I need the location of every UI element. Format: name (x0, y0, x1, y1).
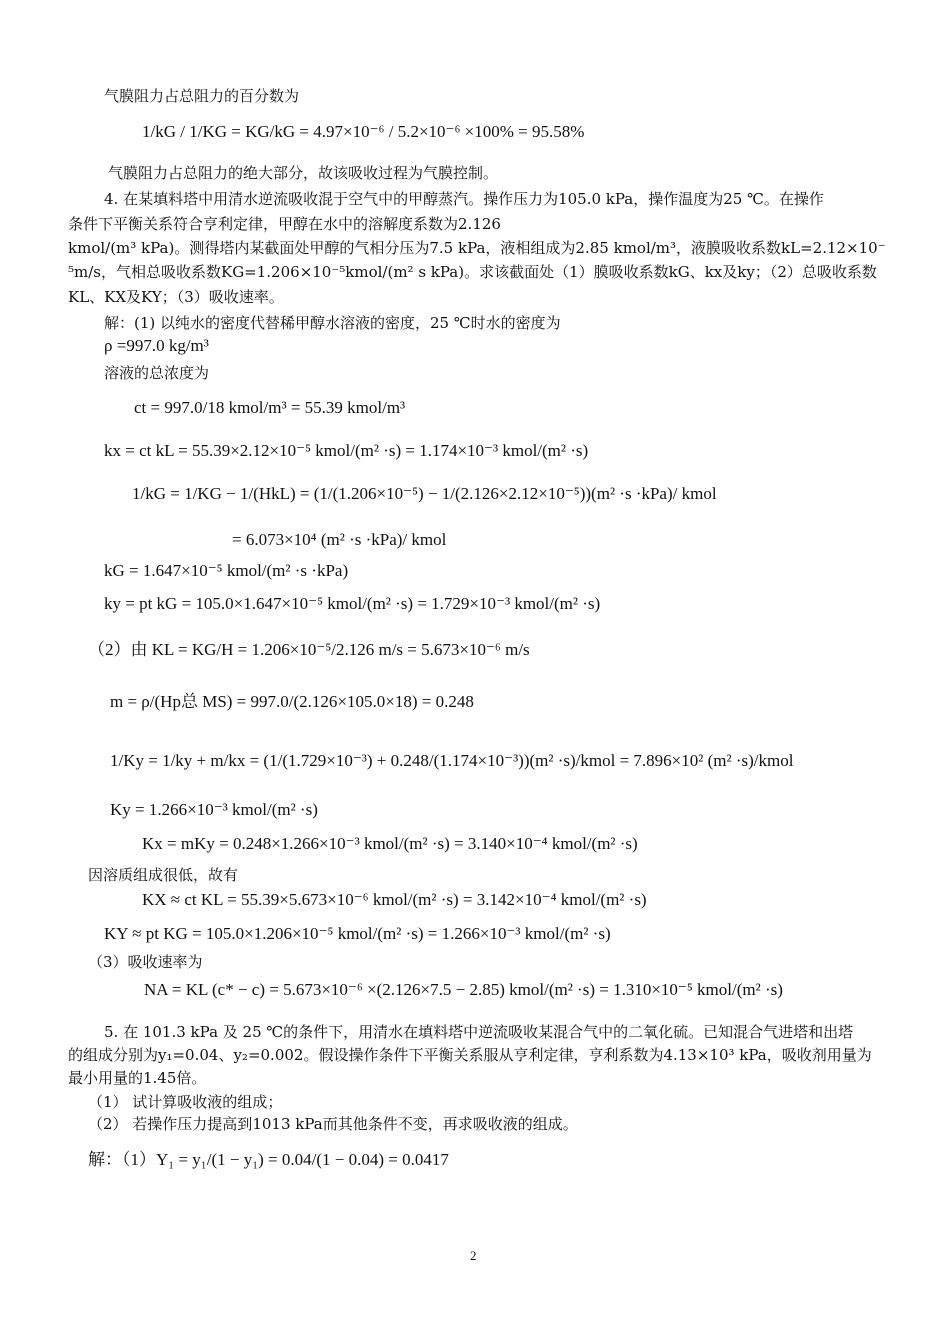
text-line: （3）吸收速率为 (88, 953, 203, 971)
formula-line: kG = 1.647×10⁻⁵ kmol/(m² ·s ·kPa) (104, 561, 349, 580)
text-line: 最小用量的1.45倍。 (68, 1069, 207, 1087)
text-line: 气膜阻力占总阻力的百分数为 (104, 87, 300, 105)
formula-line: = 6.073×10⁴ (m² ·s ·kPa)/ kmol (232, 530, 447, 549)
text-line: 的组成分别为y₁=0.04、y₂=0.002。假设操作条件下平衡关系服从亨利定律，亨利系数为4.13×10³ kPa，吸收剂用量为 (68, 1046, 872, 1064)
text-line: 4. 在某填料塔中用清水逆流吸收混于空气中的甲醇蒸汽。操作压力为105.0 kPa，操作温度为25 ℃。在操作 (104, 190, 824, 208)
formula-line: 1/kG / 1/KG = KG/kG = 4.97×10⁻⁶ / 5.2×10⁻⁶ ×100% = 95.58% (142, 122, 585, 141)
page-number: 2 (470, 1248, 477, 1263)
text-line: （1） 试计算吸收液的组成； (88, 1093, 283, 1111)
formula-line: ρ =997.0 kg/m³ (104, 336, 209, 355)
formula-line: KY ≈ pt KG = 105.0×1.206×10⁻⁵ kmol/(m² ·s) = 1.266×10⁻³ kmol/(m² ·s) (104, 924, 611, 943)
text-line: KL、KX及KY；（3）吸收速率。 (68, 288, 284, 306)
formula-line: KX ≈ ct KL = 55.39×5.673×10⁻⁶ kmol/(m² ·s) = 3.142×10⁻⁴ kmol/(m² ·s) (142, 890, 647, 909)
formula-line: Ky = 1.266×10⁻³ kmol/(m² ·s) (110, 800, 318, 819)
text-line: kmol/(m³ kPa)。测得塔内某截面处甲醇的气相分压为7.5 kPa，液相组成为2.85 kmol/m³，液膜吸收系数kL=2.12×10⁻ (68, 239, 886, 257)
text-line: 溶液的总浓度为 (104, 364, 210, 382)
formula-line: 1/Ky = 1/ky + m/kx = (1/(1.729×10⁻³) + 0.248/(1.174×10⁻³))(m² ·s)/kmol = 7.896×10² (m² ·s)/kmol (110, 751, 794, 770)
text-line: 条件下平衡关系符合亨利定律，甲醇在水中的溶解度系数为2.126 (68, 215, 501, 233)
formula-line: kx = ct kL = 55.39×2.12×10⁻⁵ kmol/(m² ·s) = 1.174×10⁻³ kmol/(m² ·s) (104, 441, 589, 460)
text-line: 因溶质组成很低，故有 (88, 866, 239, 884)
formula-line: NA = KL (c* − c) = 5.673×10⁻⁶ ×(2.126×7.5 − 2.85) kmol/(m² ·s) = 1.310×10⁻⁵ kmol/(m² ·s) (144, 980, 783, 999)
formula-line: Kx = mKy = 0.248×1.266×10⁻³ kmol/(m² ·s) = 3.140×10⁻⁴ kmol/(m² ·s) (142, 834, 638, 853)
formula-line: m = ρ/(Hp总 MS) = 997.0/(2.126×105.0×18) = 0.248 (110, 692, 474, 711)
text-line: ⁵m/s，气相总吸收系数KG=1.206×10⁻⁵kmol/(m² s kPa)。求该截面处（1）膜吸收系数kG、kx及ky；（2）总吸收系数 (68, 263, 877, 281)
formula-line: 1/kG = 1/KG − 1/(HkL) = (1/(1.206×10⁻⁵) − 1/(2.126×2.12×10⁻⁵))(m² ·s ·kPa)/ kmol (132, 484, 717, 503)
formula-line: ky = pt kG = 105.0×1.647×10⁻⁵ kmol/(m² ·s) = 1.729×10⁻³ kmol/(m² ·s) (104, 594, 601, 613)
formula-line: ct = 997.0/18 kmol/m³ = 55.39 kmol/m³ (134, 398, 406, 417)
text-line: （2） 若操作压力提高到1013 kPa而其他条件不变，再求吸收液的组成。 (88, 1115, 578, 1133)
text-line: 解：(1) 以纯水的密度代替稀甲醇水溶液的密度，25 ℃时水的密度为 (104, 314, 561, 332)
text-line: 气膜阻力占总阻力的绝大部分，故该吸收过程为气膜控制。 (108, 164, 499, 182)
text-line: 5. 在 101.3 kPa 及 25 ℃的条件下，用清水在填料塔中逆流吸收某混合气中的二氧化硫。已知混合气进塔和出塔 (104, 1023, 854, 1041)
formula-line: （2）由 KL = KG/H = 1.206×10⁻⁵/2.126 m/s = 5.673×10⁻⁶ m/s (88, 640, 530, 659)
formula-line: 解：（1）Y₁ = y₁/(1 − y₁) = 0.04/(1 − 0.04) = 0.0417 (88, 1150, 449, 1169)
